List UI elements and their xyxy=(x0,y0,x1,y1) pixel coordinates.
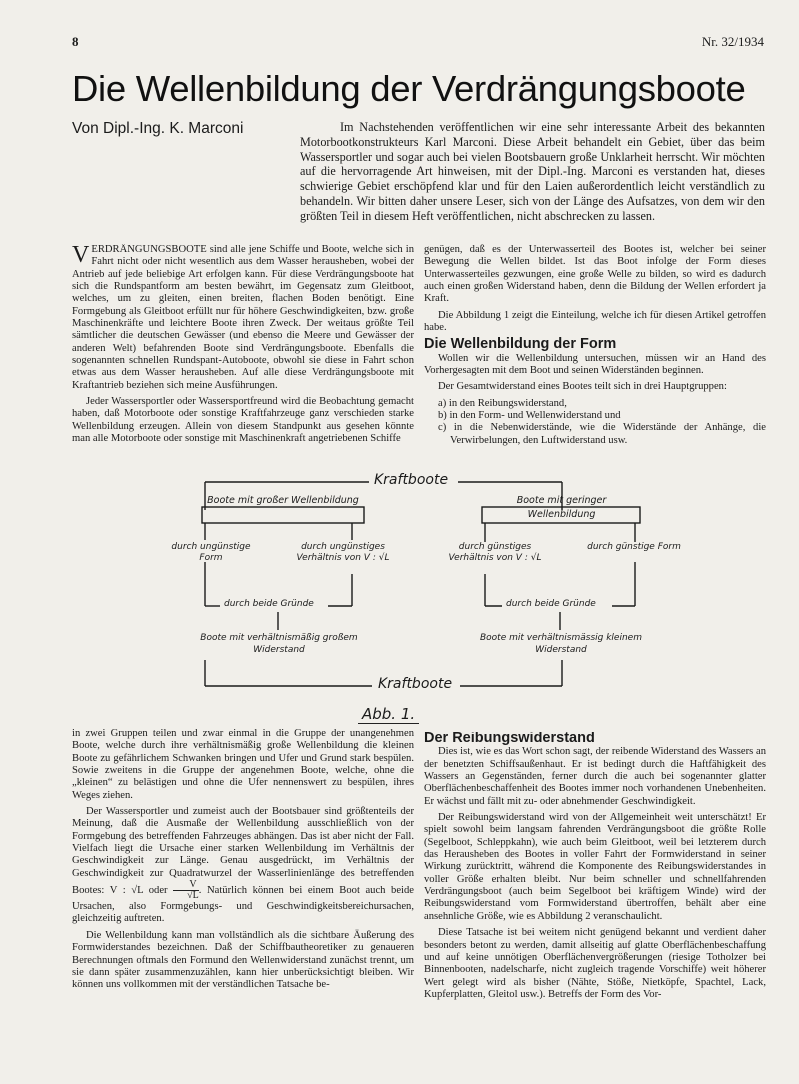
paragraph-text: Der Wassersportler und zumeist auch der Bootsbauer sind größtenteils der Meinung, daß die Ausmaße der Wellenbildung ausschließlich von der Formgebung des betreffenden Fahrzeuges abhängen. Das ist aber nicht der Fall. Vielfach liegt die Ursache einer starken Wellenbildung im Verhältnis der Geschwindigkeit zur Länge. Genau ausgedrückt, im Verhältnis der Geschwindigkeit zur Quadratwurzel der Wasserlinienlänge des betreffenden Bootes: V : √L oder xyxy=(72,806,414,897)
paragraph: Wollen wir die Wellenbildung untersuchen, müssen wir an Hand des Vorhergesagten mit dem Boot und seinen Widerständen beginnen. xyxy=(424,352,766,377)
paragraph-text: ERDRÄNGUNGSBOOTE sind alle jene Schiffe und Boote, welche sich in Fahrt nicht oder nicht wesentlich aus dem Wasser herausheben, wobei der Antrieb auf jede beliebige Art erfolgen kann. Für diese Verdrängungsboote hat sich die Rundspantform am besten bewährt, im Gegensatz zum Gleitboot, welches, um zu gleiten, einen breiten, flachen Boden benötigt. Eine Formgebung als Gleitboot erfüllt nur für höhere Geschwindigkeiten, bzw. große Maschinenkräfte und leichtere Boote ihren Zweck. Der weitaus größte Teil sämtlicher die deutschen Gewässer (und ebenso die Meere und Gewässer der anderen Welt) befahrenden Boote sind Verdrängungsboote. Ebenfalls die sogenannten schnellen Rundspant-Autoboote, obwohl sie diese in Fahrt schon etwas aus dem Wasser herausheben. Auf alle diese Verdrängungsboote mit Kraftantrieb beziehen sich meine Ausführungen. xyxy=(72,244,414,391)
paragraph: Die Wellenbildung kann man vollständlich als die sichtbare Äußerung des Formwiderstandes bezeichnen. Daß der Schiffbautheoretiker zu genaueren Berechnungen oftmals den Formund den Wellenwiderstand zunächst trennt, um sie dann später zusammenzuzählen, kann hier unberücksichtigt bleiben. Wir können uns vollkommen mit der verständlichen Tatsache be- xyxy=(72,929,414,991)
article-intro: Im Nachstehenden veröffentlichen wir eine sehr interessante Arbeit des bekannten Motorbootkonstrukteurs Karl Marconi. Diese Arbeit behandelt ein Gebiet, über das beim Wassersportler und sogar auch bei vielen Bootsbauern große Unklarheit herrscht. Wir möchten auf die hervorragende Art hinweisen, mit der Dipl.-Ing. Marconi es verstanden hat, dieses schwierige Gebiet erschöpfend klar und für den Laien außerordentlich leicht verständlich zu behandeln. Wir bitten daher unsere Leser, sich von der Länge des Aufsatzes, von dem wir den größten Teil in diesem Heft veröffentlichen, nicht abschrecken zu lassen. xyxy=(300,120,765,223)
fraction-numerator: V xyxy=(173,880,199,891)
list-item: a) in den Reibungswiderstand, xyxy=(438,397,567,409)
paragraph: Diese Tatsache ist bei weitem nicht genügend bekannt und verdient daher besonders betont zu werden, damit allseitig auf glatte Oberflächenbeschaffung und auf keine unnötigen Oberflächenvergrößerungen (riesige Totholzer bei Binnenbooten, nadelscharfe, nicht zugleich tragende Vorschiffe) weit höherer Wert gelegt wird als bisher (Nähte, Stöße, Nietköpfe, Spachtel, Lack, Kupferplatten, Gleitol usw.). Betreffs der Form des Vor- xyxy=(424,927,766,1000)
diagram-right-box: Boote mit geringer Wellenbildung xyxy=(516,495,607,520)
paragraph: in zwei Gruppen teilen und zwar einmal in die Gruppe der unangenehmen Boote, welche durch ihre verhältnismäßig große Wellenbildung die kleinen Boote zu gefährlichem Schwanken bringen und Ufer und Grund stark bespülen. Sowie zweitens in die Gruppe der angenehmen Boote, welche, ohne die „kleinen“ zu belästigen und ohne die Ufer nennenswert zu bespülen, ihres Weges ziehen. xyxy=(72,728,414,801)
figure-diagram xyxy=(72,470,772,722)
paragraph: Dies ist, wie es das Wort schon sagt, der reibende Widerstand des Wassers an der benetzten Schiffsaußenhaut. Er ist bedingt durch die Haftfähigkeit des Wassers an Gegenständen, ferner durch die auch bei sogenannter glatter Oberflächenbeschaffenheit des Bootes immer noch vorhandenen Unebenheiten. Er wächst und fällt mit zu- oder abnehmender Geschwindigkeit. xyxy=(424,746,766,807)
paragraph: genügen, daß es der Unterwasserteil des Bootes ist, welcher bei seiner Bewegung die Wellen bildet. Ist das Boot infolge der Form dieses Unterwasserteiles gezwungen, eine große Welle zu bilden, so wird es dadurch auch einen großen Widerstand haben, denn die Bildung der Wellen erfordert ja Kraft. xyxy=(424,244,766,305)
diagram-left-cause-ratio: durch ungünstiges Verhältnis von V : √L xyxy=(296,542,390,563)
paragraph: Die Abbildung 1 zeigt die Einteilung, welche ich für diesen Artikel getroffen habe. xyxy=(424,309,766,334)
paragraph: Jeder Wassersportler oder Wassersportfreund wird die Beobachtung gemacht haben, daß Motorboote oder sonstige Kraftfahrzeuge ganz verschieden starke Wellenbildung erzeugen. Allein von diesem Standpunkt aus gesehen könnte man alle Motorboote oder sonstige mit Maschinenkraft angetriebenen Schiffe xyxy=(72,396,414,445)
section-heading: Die Wellenbildung der Form xyxy=(424,336,617,353)
diagram-right-result: Boote mit verhältnismässig kleinem Widerstand xyxy=(480,633,642,655)
article-title: Die Wellenbildung der Verdrängungsboote xyxy=(72,68,746,109)
page-header xyxy=(72,34,764,50)
issue-number: Nr. 32/1934 xyxy=(701,34,764,49)
column-right-bottom xyxy=(424,732,766,1028)
drop-cap: V xyxy=(72,244,90,268)
column-left-bottom xyxy=(72,728,414,1024)
page-number: 8 xyxy=(72,34,79,49)
paragraph xyxy=(72,244,414,392)
list-item: c) in die Nebenwiderstände, wie die Widerstände der Anhänge, die Verwirbelungen, den Luftwiderstand usw. xyxy=(438,422,766,446)
paragraph: Der Reibungswiderstand wird von der Allgemeinheit weit unterschätzt! Er spielt sowohl beim langsam fahrenden Verdrängungsboot die größte Rolle (Segelboot, Schleppkahn), wie auch beim Gleitboot, weil bei letzterem durch das Herausheben des Bootes in voller Fahrt der Formwiderstand in seiner Wirkung zurücktritt, während die Komponente des Reibungswiderstandes in voller Größe erhalten bleibt. Nur beim schneller und schnellfahrenden Verdrängungsboot (auch beim Segelboot bei kräftigem Winde) wird der Reibungswiderstand vom Formwiderstand übertroffen, behält aber eine ansehnliche Größe, wie es Abbildung 2 veranschaulicht. xyxy=(424,812,766,922)
ratio-fraction xyxy=(173,880,199,901)
list-item: b) in den Form- und Wellenwiderstand und xyxy=(438,410,621,422)
column-left-top xyxy=(72,244,414,470)
article-author: Von Dipl.-Ing. K. Marconi xyxy=(72,120,244,137)
figure-caption: Abb. 1. xyxy=(358,705,419,724)
paragraph xyxy=(72,806,414,926)
diagram-left-both: durch beide Gründe xyxy=(224,599,314,609)
fraction-denominator: √L xyxy=(187,890,199,902)
diagram-bottom-label: Kraftboote xyxy=(378,676,453,692)
diagram-right-cause-form: durch günstige Form xyxy=(587,542,681,552)
diagram-left-box: Boote mit großer Wellenbildung xyxy=(207,495,359,506)
diagram-left-cause-form: durch ungünstige Form xyxy=(171,542,251,563)
section-heading: Der Reibungswiderstand xyxy=(424,732,595,746)
diagram-right-both: durch beide Gründe xyxy=(506,599,596,609)
diagram-left-result: Boote mit verhältnismäßig großem Widerstand xyxy=(200,633,358,655)
paragraph-text: . Natürlich können bei einem Boot auch beide Ursachen, also Formgebungs- und Geschwindigkeitsbereichursachen, gleichzeitig auftreten. xyxy=(72,885,414,925)
diagram-right-cause-ratio: durch günstiges Verhältnis von V : √L xyxy=(448,542,542,563)
paragraph: Der Gesamtwiderstand eines Bootes teilt sich in drei Hauptgruppen: xyxy=(438,381,727,393)
diagram-top-label: Kraftboote xyxy=(374,472,449,488)
column-right-top xyxy=(424,244,766,470)
resistance-list xyxy=(424,398,766,447)
